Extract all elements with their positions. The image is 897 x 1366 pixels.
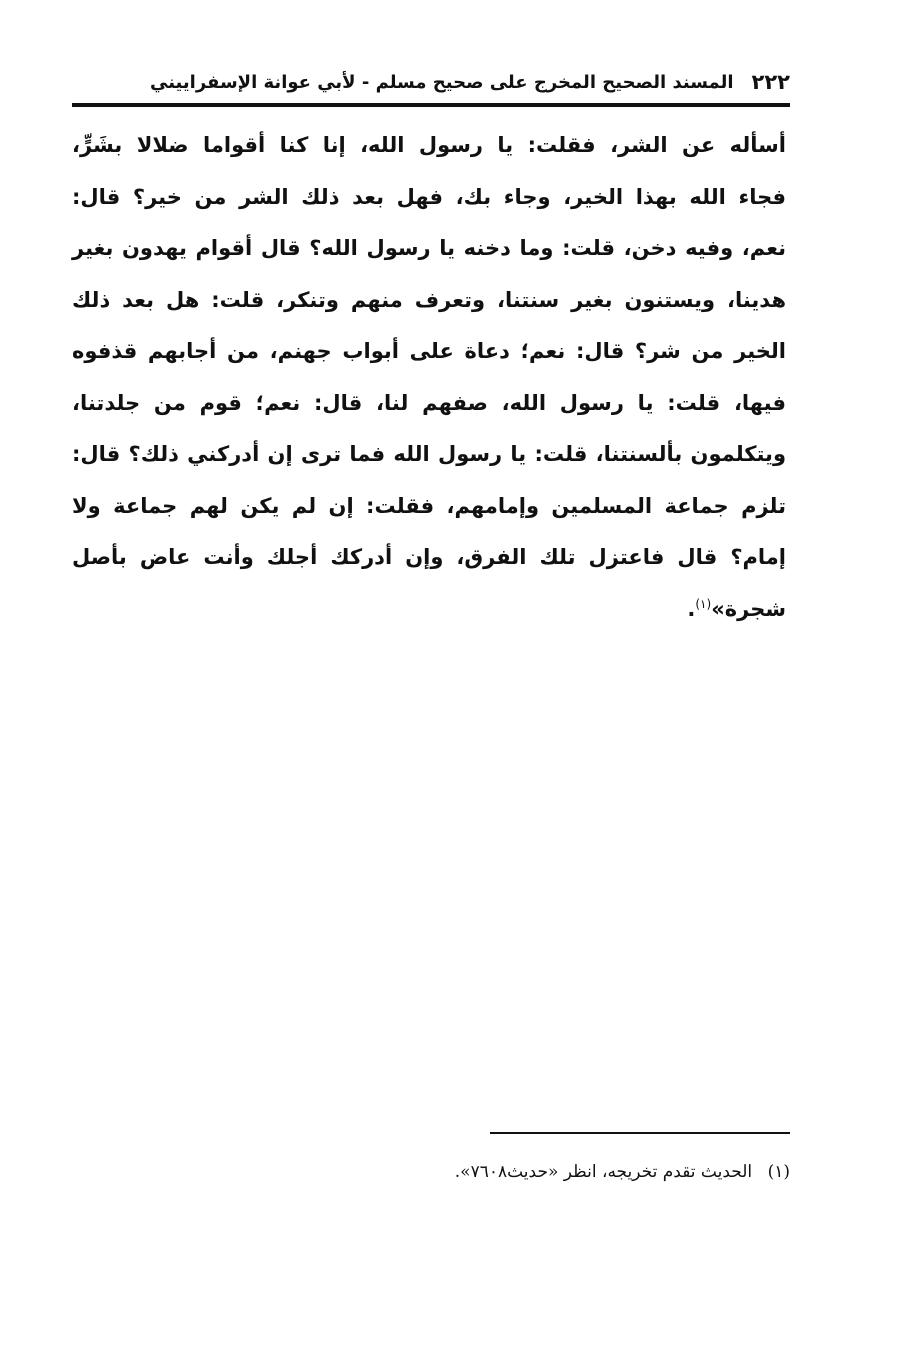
footnote: [72, 1158, 790, 1186]
running-title: المسند الصحيح المخرج على صحيح مسلم - لأبي عوانة الإسفراييني: [149, 71, 734, 93]
body-line: هدينا، ويستنون بغير سنتنا، وتعرف منهم وتنكر، قلت: هل بعد ذلك: [72, 287, 786, 312]
body-line: فيها، قلت: يا رسول الله، صفهم لنا، قال: نعم؛ قوم من جلدتنا،: [72, 390, 786, 415]
page-header: [72, 62, 790, 102]
page-number: ٢٢٢: [751, 70, 790, 94]
body-line: ويتكلمون بألسنتنا، قلت: يا رسول الله فما ترى إن أدركني ذلك؟ قال:: [72, 442, 786, 466]
final-period: .: [687, 596, 696, 621]
body-line: أسأله عن الشر، فقلت: يا رسول الله، إنا كنا أقواما ضلالا بشَرٍّ،: [72, 133, 786, 157]
body-line-text: شجرة»: [711, 596, 786, 621]
body-line: إمام؟ قال فاعتزل تلك الفرق، وإن أدركك أجلك وأنت عاض بأصل: [72, 545, 786, 569]
header-rule: [72, 103, 790, 107]
body-line: فجاء الله بهذا الخير، وجاء بك، فهل بعد ذلك الشر من خير؟ قال:: [72, 184, 786, 209]
footnote-rule: [490, 1132, 790, 1134]
body-text: [72, 120, 786, 635]
footnote-reference[interactable]: (١): [695, 596, 712, 611]
body-line: تلزم جماعة المسلمين وإمامهم، فقلت: إن لم يكن لهم جماعة ولا: [72, 493, 786, 518]
body-line-last: [72, 584, 786, 636]
body-line: نعم، وفيه دخن، قلت: وما دخنه يا رسول الله؟ قال أقوام يهدون بغير: [72, 236, 786, 260]
body-line: الخير من شر؟ قال: نعم؛ دعاة على أبواب جهنم، من أجابهم قذفوه: [72, 339, 786, 363]
footnote-marker: (١): [767, 1162, 790, 1182]
footnote-text: الحديث تقدم تخريجه، انظر «حديث٧٦٠٨».: [454, 1162, 753, 1182]
